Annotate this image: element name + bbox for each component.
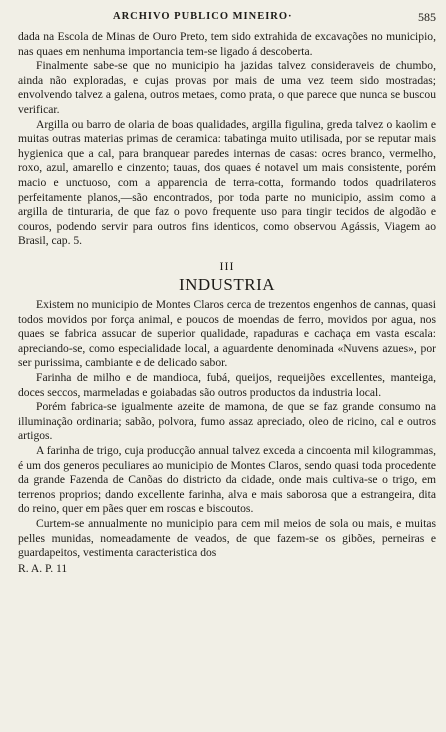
section-title: INDUSTRIA — [178, 274, 276, 294]
header-title: ARCHIVO PUBLICO MINEIRO· — [113, 11, 293, 22]
paragraph: Argilla ou barro de olaria de boas qualidades, argilla figulina, greda talvez o kaolim e muitas outras materias primas de ceramica: tabatinga muito utilisada, por se reputar mais hygienica que a cal, para branquear paredes internas de casas: ocres branco, vermelho, roxo, azul, amarello e cinzento; tauas, dos quaes é notavel um mais consistente, porém macio e unctuoso, com a apparencia de terra-cotta, formando todos quadrilateros perfeitamente planos,—são encontrados, por toda parte no municipio, assim como a argilla de tinturaria, de que faz o povo frequente uso para tingir tecidos de algodão e couros, podendo servir para outros fins identicos, como observou Agássis, Viagem ao Brasil, cap. 5. — [18, 117, 436, 248]
section-number: III — [219, 258, 235, 273]
paragraph: Farinha de milho e de mandioca, fubá, queijos, requeijões excellentes, manteiga, doces seccos, marmeladas e goiabadas são outros productos da industria local. — [18, 371, 436, 399]
paragraph: Existem no municipio de Montes Claros cerca de trezentos engenhos de cannas, quasi todos movidos por força animal, e poucos de moendas de ferro, movidos por agua, nos quaes se fabrica assucar de superior qualidade, rapaduras e cachaça em vasta escala: apreciando-se, como especialidade local, a aguardente denominada «Nuvens azues», por ser purissima, cambiante e de delicado sabor. — [18, 298, 436, 370]
paragraph: A farinha de trigo, cuja producção annual talvez exceda a cincoenta mil kilogrammas, é um dos generos peculiares ao municipio de Montes Claros, sendo quasi toda procedente da grande Fazenda de Canõas do districto da cidade, onde mais cultiva-se o trigo, em terrenos proprios; dando excellente farinha, alva e mais saborosa que a estrangeira, dita do reino, quer em pães quer em roscas e biscoutos. — [18, 444, 436, 516]
body-text — [18, 30, 436, 576]
document-page — [18, 6, 436, 726]
running-header — [18, 6, 436, 30]
paragraph: Finalmente sabe-se que no municipio ha jazidas talvez consideraveis de chumbo, ainda não exploradas, e cujas provas por mais de uma vez teem sido mostradas; envolvendo talvez a galena, outros metaes, como prata, o que parece que nunca se buscou verificar. — [18, 59, 436, 116]
paragraph: dada na Escola de Minas de Ouro Preto, tem sido extrahida de excavações no municipio, nas quaes em nenhuma importancia tem-se ligado á descoberta. — [18, 30, 436, 58]
paragraph: Curtem-se annualmente no municipio para cem mil meios de sola ou mais, e muitas pelles munidas, nomeadamente de veados, de que fazem-se os gibões, perneiras e guardapeitos, vestimenta caracteristica dos — [18, 517, 436, 560]
page-number: 585 — [418, 10, 436, 24]
paragraph: Porém fabrica-se igualmente azeite de mamona, de que se faz grande consumo na illuminação ordinaria; sabão, polvora, fumo assaz apreciado, oleo de ricino, cal e outros artigos. — [18, 400, 436, 443]
signature-mark: R. A. P. 11 — [18, 561, 68, 575]
